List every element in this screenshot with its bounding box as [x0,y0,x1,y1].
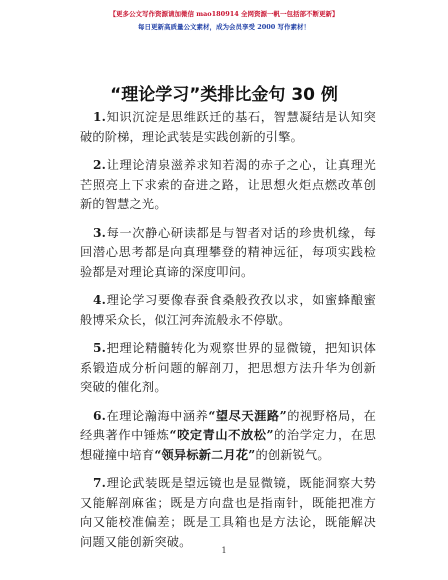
promo-banner-line-1: 【更多公文写作资源请加微信 mao180914 全网资源一帆一包括部不断更新】 [109,10,339,18]
paragraph-text: 理论武装既是望远镜也是显微镜，既能洞察大势又能解剖麻雀；既是方向盘也是指南针，既能把准方向又能校准偏差；既是工具箱也是方法论，既能解决问题又能创新突破。 [80,476,376,549]
paragraph-text: 理论学习要像春蚕食桑般孜孜以求，如蜜蜂酿蜜般博采众长，似江河奔流般永不停歇。 [80,293,376,327]
paragraph-3 [80,224,376,283]
document-title: “理论学习”类排比金句 30 例 [110,85,338,105]
paragraph-number: 4. [93,293,107,307]
promo-banner-line-2: 每日更新高质量公文素材，成为会员享受 2000 写作素材！ [137,23,311,31]
paragraph-number: 7. [93,476,107,490]
paragraph-text: 的视野格局，在经典著作中锤炼 [80,408,377,442]
paragraph-5 [80,339,376,398]
paragraph-7 [80,474,376,552]
paragraph-text: 每一次静心研读都是与智者对话的珍贵机缘，每回潜心思考都是向真理攀登的精神远征，每项实践检验都是对理论真谛的深度叩问。 [80,225,376,279]
quote-bold: “领异标新二月花” [154,447,256,462]
document-body [80,108,376,561]
paragraph-number: 3. [93,225,107,240]
paragraph-number: 6. [93,408,107,423]
quote-bold: “望尽天涯路” [208,408,287,423]
page-number: 1 [221,546,227,555]
paragraph-number: 1. [93,110,107,124]
paragraph-6 [80,407,376,466]
paragraph-number: 2. [93,158,107,172]
paragraph-text: 让理论清泉滋养求知若渴的赤子之心，让真理光芒照亮上下求索的奋进之路，让思想火炬点燃改革创新的智慧之光。 [80,158,376,211]
quote-bold: “咬定青山不放松” [169,428,274,442]
paragraph-number: 5. [93,341,107,355]
promo-banner [0,8,448,34]
paragraph-text: 知识沉淀是思维跃迁的基石，智慧凝结是认知突破的阶梯，理论武装是实践创新的引擎。 [80,110,376,144]
paragraph-2 [80,156,376,215]
paragraph-4 [80,291,376,330]
paragraph-text: 的治学定力，在思想碰撞中培育 [80,428,376,462]
paragraph-text: 的创新锐气。 [255,447,330,462]
paragraph-text: 在理论瀚海中涵养 [106,408,209,423]
paragraph-text: 把理论精髓转化为观察世界的显微镜，把知识体系锻造成分析问题的解剖刀，把思想方法升华为创新突破的催化剂。 [80,341,376,394]
paragraph-1 [80,108,376,147]
